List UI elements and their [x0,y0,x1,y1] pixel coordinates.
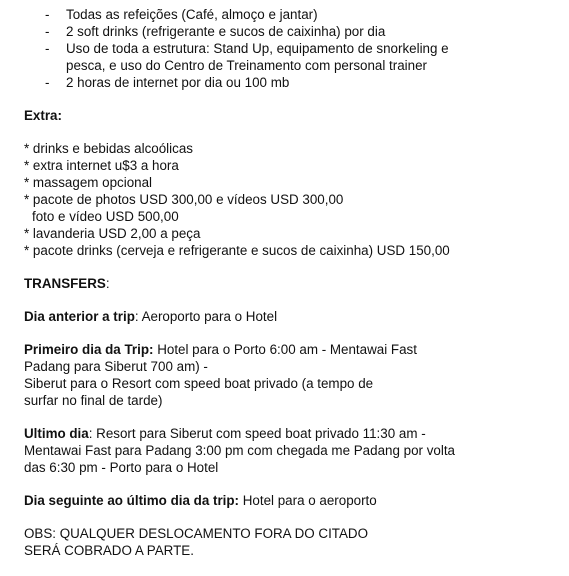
list-item [24,6,564,23]
list-item [24,74,564,91]
extra-line: * pacote drinks (cerveja e refrigerante e sucos de caixinha) USD 150,00 [24,243,450,258]
dash-bullet: - [45,7,50,22]
first-day-line: surfar no final de tarde) [24,393,163,408]
extra-line: * drinks e bebidas alcoólicas [24,141,193,156]
day-before-paragraph [24,308,564,325]
list-item-text: Uso de toda a estrutura: Stand Up, equipamento de snorkeling e [66,41,449,56]
dash-bullet: - [45,75,50,90]
transfers-heading-suffix: : [105,276,110,291]
extra-line: * pacote de photos USD 300,00 e vídeos USD 300,00 [24,192,344,207]
last-day-line: Mentawai Fast para Padang 3:00 pm com chegada me Padang por volta [24,443,455,458]
extra-line: foto e vídeo USD 500,00 [32,209,179,224]
obs-note [24,525,564,559]
obs-line: SERÁ COBRADO A PARTE. [24,543,194,558]
after-last-day-paragraph [24,492,564,509]
list-item-text: Todas as refeições (Café, almoço e jantar) [66,7,318,22]
list-item-text: 2 soft drinks (refrigerante e sucos de caixinha) por dia [66,24,386,39]
first-day-text: Hotel para o Porto 6:00 am - Mentawai Fast [153,342,417,357]
extra-line: * massagem opcional [24,175,153,190]
obs-line: OBS: QUALQUER DESLOCAMENTO FORA DO CITADO [24,526,368,541]
extra-line: * lavanderia USD 2,00 a peça [24,226,201,241]
transfers-heading [24,275,564,292]
list-item [24,40,564,74]
first-day-line: Padang para Siberut 700 am) - [24,359,208,374]
after-last-day-label: Dia seguinte ao último dia da trip: [24,493,240,508]
first-day-paragraph [24,341,564,409]
day-before-text: : Aeroporto para o Hotel [134,309,278,324]
after-last-day-text: Hotel para o aeroporto [239,493,377,508]
first-day-line: Siberut para o Resort com speed boat privado (a tempo de [24,376,374,391]
transfers-heading-label: TRANSFERS [24,276,106,291]
first-day-label: Primeiro dia da Trip: [24,342,154,357]
dash-bullet: - [45,24,50,39]
last-day-label: Ultimo dia [24,426,89,441]
extra-line: * extra internet u$3 a hora [24,158,179,173]
included-items-list [24,6,564,91]
day-before-label: Dia anterior a trip [24,309,135,324]
extra-list [24,140,564,259]
list-item-text: 2 horas de internet por dia ou 100 mb [66,75,290,90]
last-day-paragraph [24,425,564,476]
last-day-text: : Resort para Siberut com speed boat privado 11:30 am - [88,426,426,441]
last-day-line: das 6:30 pm - Porto para o Hotel [24,460,219,475]
list-item [24,23,564,40]
list-item-text-continued: pesca, e uso do Centro de Treinamento com personal trainer [66,58,428,73]
extra-heading: Extra: [24,108,62,123]
document-page [24,6,564,559]
dash-bullet: - [45,41,50,56]
